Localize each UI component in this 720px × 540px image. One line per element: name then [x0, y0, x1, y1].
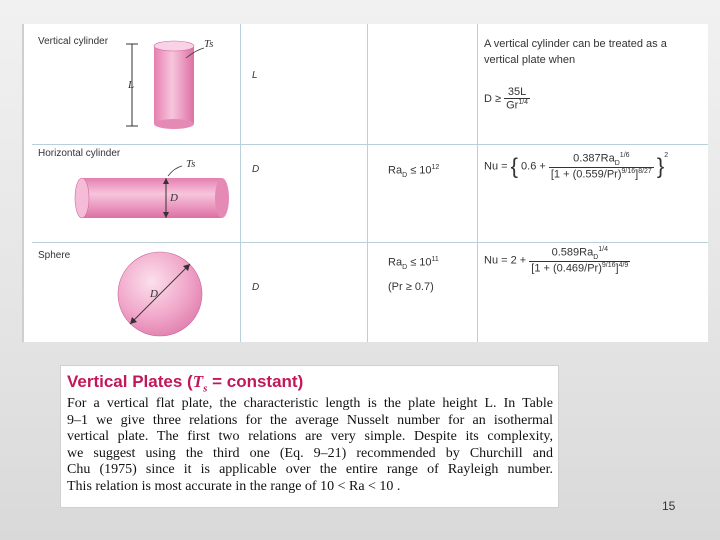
column-divider: [367, 24, 368, 342]
excerpt-line: we suggest using the third one (Eq. 9–21) recommended by Churchill and: [67, 445, 553, 461]
geometry-label-horizontal-cylinder: Horizontal cylinder: [38, 148, 121, 159]
char-length-horizontal-cylinder: D: [252, 164, 260, 175]
char-length-sphere: D: [252, 282, 260, 293]
excerpt-line: This relation is most accurate in the range of 10 < Ra < 10 .: [67, 478, 401, 494]
nusselt-horizontal-cylinder: Nu = { 0.6 + $\frac{0.387Ra_D^{1/6}}{[1 + (0.559/Pr)^{9/16}]^{8/27}}$ }$^2$: [484, 152, 669, 181]
geometry-label-sphere: Sphere: [38, 250, 71, 261]
vertical-cylinder-note: A vertical cylinder can be treated as a vertical plate when: [484, 38, 667, 66]
excerpt-line: For a vertical flat plate, the characteristic length is the plate height L. In Table: [67, 396, 553, 411]
excerpt-line: vertical plate. The first two relations are very simple. Despite its complexity,: [67, 429, 553, 445]
char-length-vertical-cylinder: L: [252, 70, 258, 81]
diameter-label: D: [150, 288, 158, 300]
page-number: 15: [662, 499, 676, 513]
length-label: L: [128, 79, 135, 91]
vertical-plates-excerpt: [60, 365, 559, 508]
range-horizontal-cylinder: $Ra_D \le 10^{12}$: [388, 164, 440, 179]
prandtl-condition-sphere: (Pr ≥ 0.7): [388, 281, 434, 293]
diameter-label: D: [170, 192, 178, 204]
row-divider: [32, 144, 708, 145]
row-divider: [32, 242, 708, 243]
column-divider: [240, 24, 241, 342]
horizontal-cylinder-figure: [64, 160, 234, 240]
nusselt-sphere: Nu = 2 + $\frac{0.589Ra_D^{1/4}}{[1 + (0.469/Pr)^{9/16}]^{4/9}}$: [484, 246, 629, 275]
surface-temp-label: Ts: [204, 38, 214, 50]
range-sphere: $Ra_D \le 10^{11}$: [388, 256, 439, 271]
correlation-table-image: [22, 24, 708, 342]
excerpt-line: Chu (1975) since it is applicable over the entire range of Rayleigh number.: [67, 462, 553, 478]
vertical-cylinder-figure: [120, 36, 220, 136]
excerpt-body: [67, 396, 553, 496]
column-divider: [477, 24, 478, 342]
excerpt-line: 9–1 we give three relations for the average Nusselt number for an isothermal: [67, 412, 553, 428]
excerpt-title: Vertical Plates ($T_s$ = constant): [67, 372, 304, 395]
vertical-cylinder-condition: D ≥ $\frac{35L}{Gr^{1/4}}$: [484, 86, 529, 112]
geometry-label-vertical-cylinder: Vertical cylinder: [38, 36, 109, 47]
sphere-figure: [110, 248, 210, 340]
surface-temp-label: Ts: [186, 158, 196, 170]
